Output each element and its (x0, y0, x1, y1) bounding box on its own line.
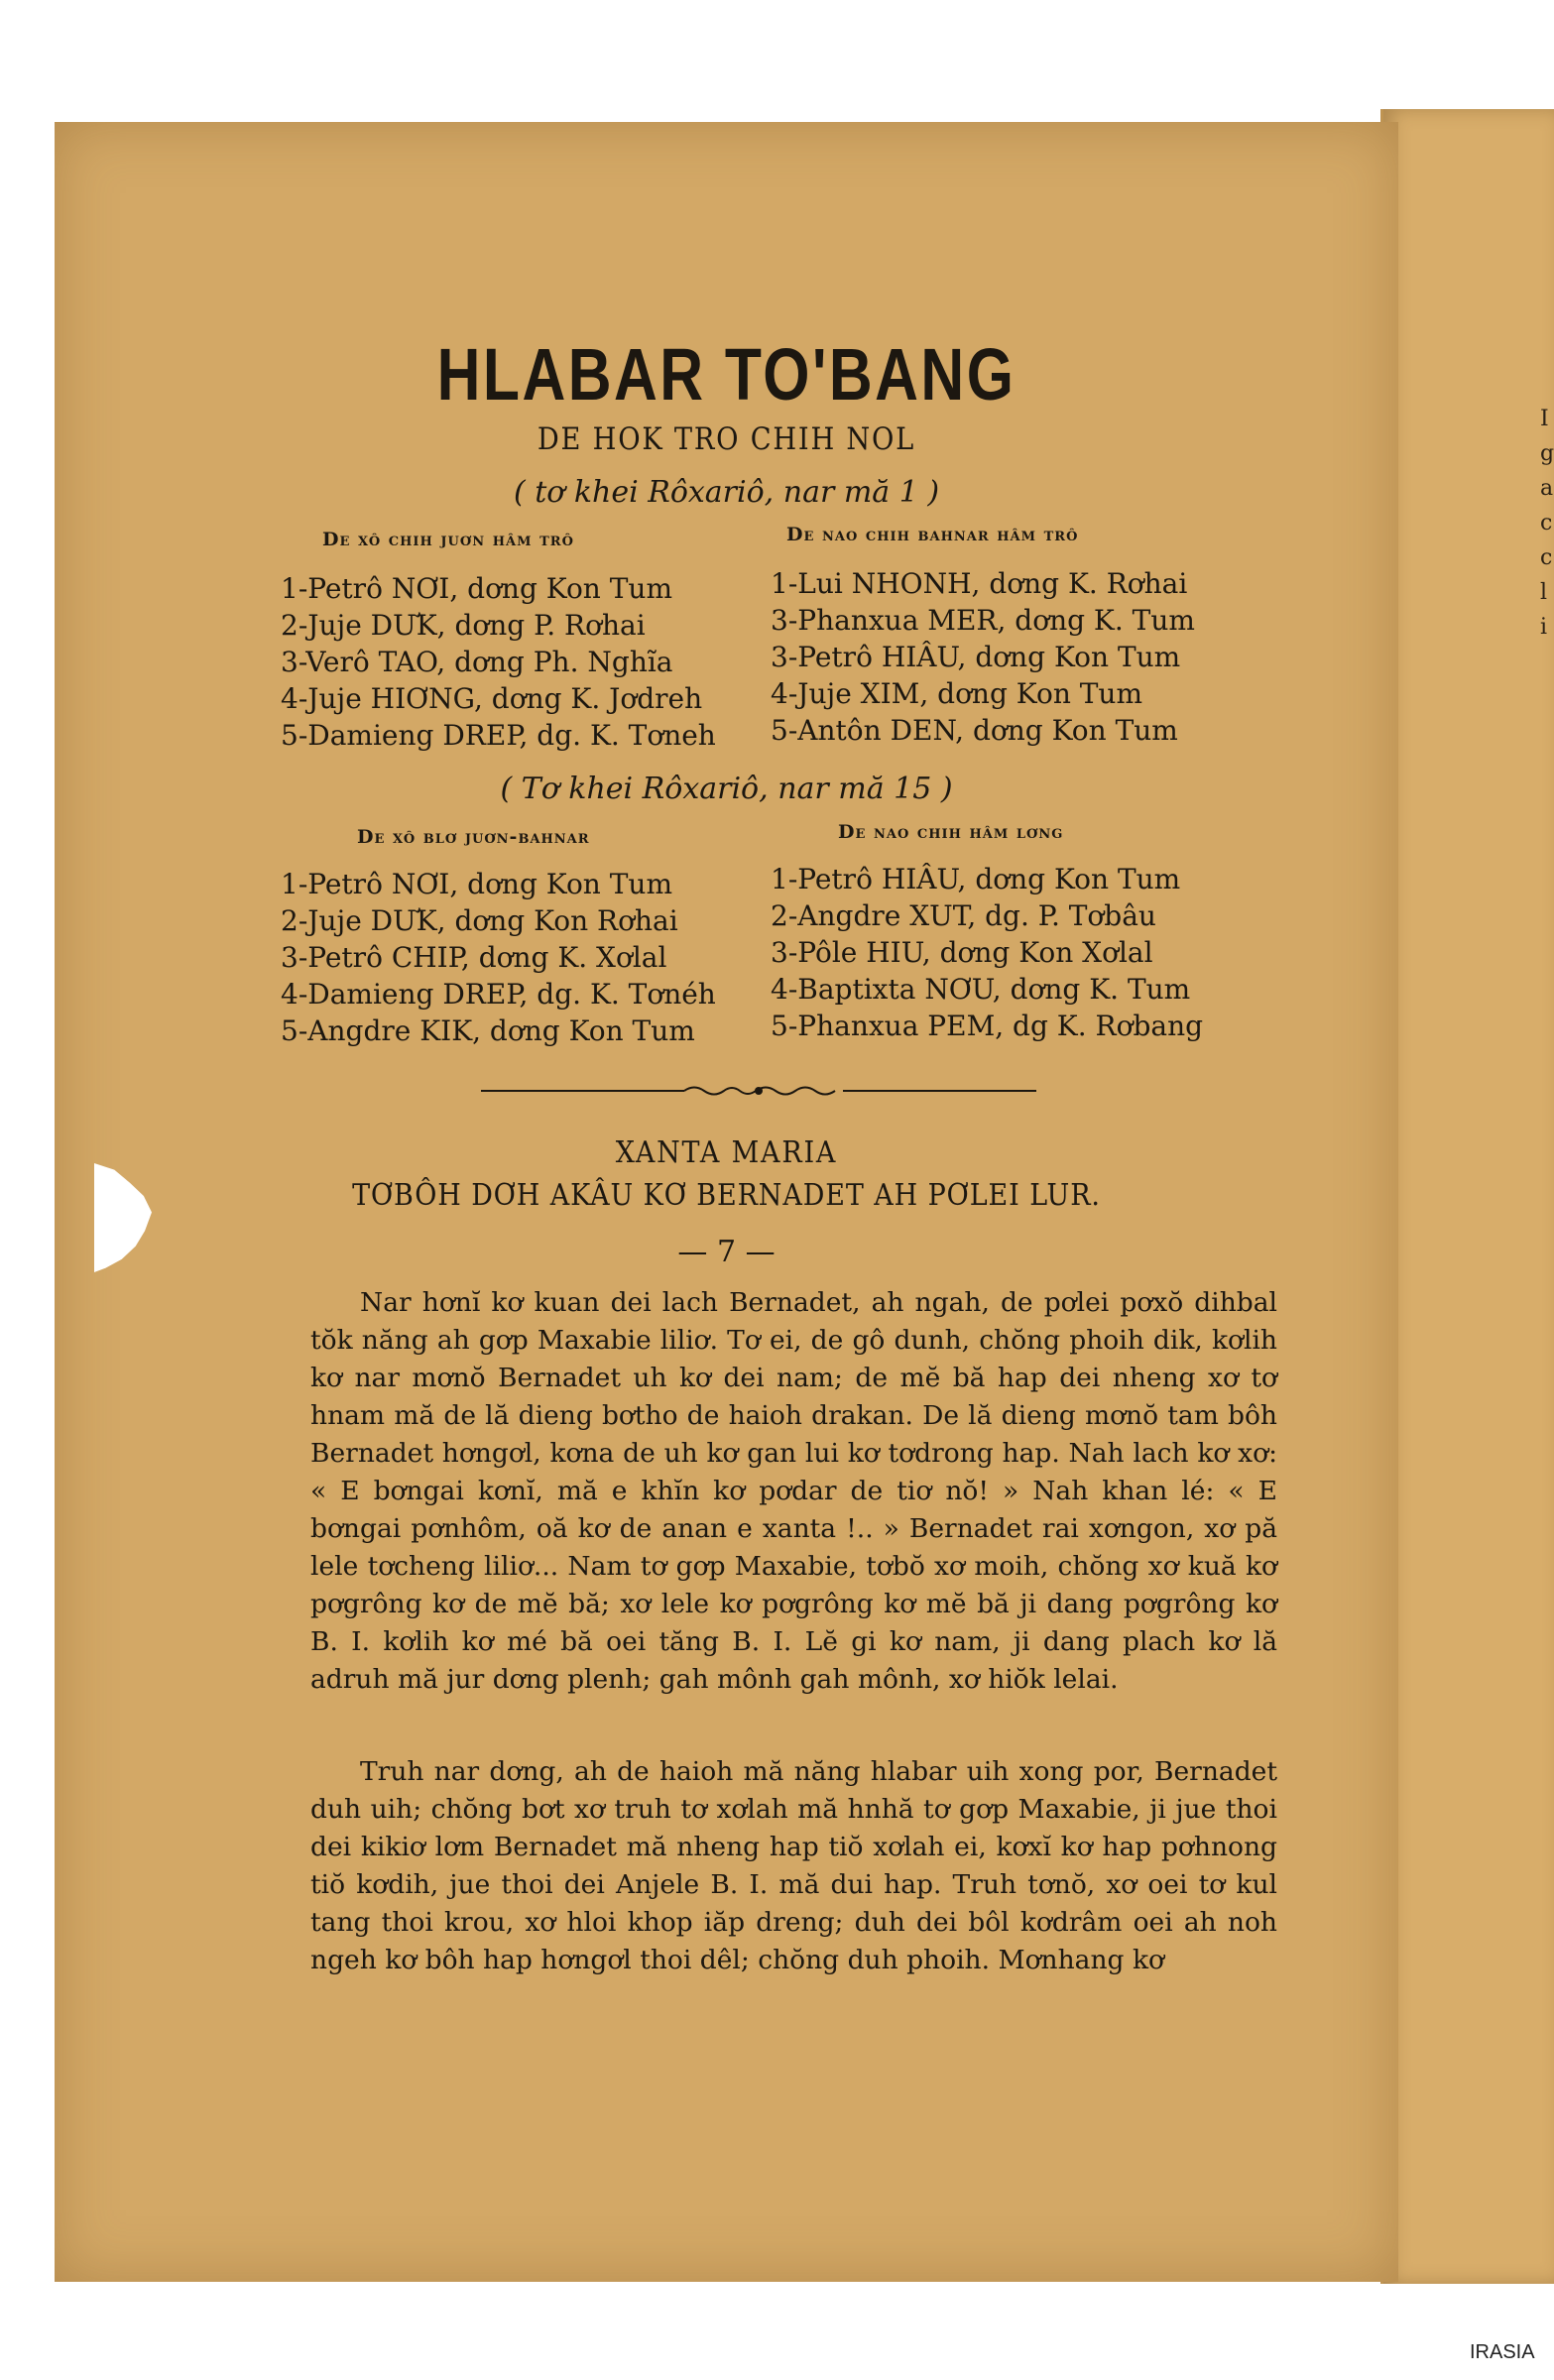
section1-right-list (771, 565, 1195, 749)
section2-right-list (771, 861, 1203, 1044)
section2-left-header: De xô blơ juơn-bahnar (357, 826, 590, 848)
list-item: 1-Lui NHONH, dơng K. Rơhai (771, 567, 1188, 600)
list-item: 4-Juje HIƠNG, dơng K. Jơdreh (281, 682, 703, 715)
list-item: 3-Petrô HIÂU, dơng Kon Tum (771, 641, 1181, 673)
list-item: 3-Pôle HIU, dơng Kon Xơlal (771, 936, 1153, 969)
list-item: 1-Petrô NƠI, dơng Kon Tum (281, 572, 672, 605)
article-paragraph: Truh nar dơng, ah de haioh mă năng hlabar uih xong por, Bernadet duh uih; chŏng bơt xơ truh tơ xơlah mă hnhă tơ gơp Maxabie, ji jue thoi dei kikiơ lơm Bernadet mă nheng hap tiŏ xơlah ei, kơxĭ kơ hap pơhnong tiŏ kơdih, jue thoi dei Anjele B. I. mă dui hap. Truh tơnŏ, xơ oei tơ kul tang thoi krou, xơ hloi khop iăp dreng; duh dei bôl kơdrâm oei ah noh ngeh kơ bôh hap hơngơl thoi dêl; chŏng duh phoih. Mơnhang kơ (310, 1756, 1277, 1975)
section1-left-list (281, 570, 716, 754)
list-item: 3-Petrô CHIP, dơng K. Xơlal (281, 941, 667, 974)
page-fragment: I (1540, 407, 1549, 431)
page-fragment: g (1540, 441, 1554, 466)
list-item: 1-Petrô HIÂU, dơng Kon Tum (771, 863, 1181, 895)
chapter-number: — 7 — (677, 1235, 776, 1269)
rosary-date-first: ( tơ khei Rôxariô, nar mă 1 ) (513, 475, 940, 510)
section1-right-header: De nao chih bahnar hâm trô (786, 524, 1079, 545)
page-title: HLABAR TO'BANG (436, 333, 1016, 416)
list-item: 5-Antôn DEN, dơng Kon Tum (771, 714, 1178, 747)
adjacent-page (1380, 109, 1554, 2284)
page-fragment: c (1540, 511, 1553, 536)
list-item: 3-Verô TAO, dơng Ph. Nghĩa (281, 646, 673, 678)
page-fragment: l (1540, 580, 1548, 605)
ornamental-divider (481, 1084, 1036, 1098)
page-subtitle: DE HOK TRO CHIH NOL (537, 421, 916, 457)
watermark: IRASIA (1470, 2341, 1535, 2363)
article-subtitle: TƠBÔH DƠH AKÂU KƠ BERNADET AH PƠLEI LUR. (352, 1178, 1101, 1213)
page-fragment: c (1540, 545, 1553, 570)
article-title: XANTA MARIA (615, 1135, 838, 1170)
section2-right-header: De nao chih hâm lơng (838, 821, 1064, 843)
list-item: 1-Petrô NƠI, dơng Kon Tum (281, 868, 672, 900)
list-item: 4-Baptixta NƠU, dơng K. Tum (771, 973, 1191, 1006)
rosary-date-second: ( Tơ khei Rôxariô, nar mă 15 ) (500, 772, 953, 806)
section1-left-header: De xô chih juơn hâm trô (322, 529, 574, 550)
article-paragraph: Nar hơnĭ kơ kuan dei lach Bernadet, ah ngah, de pơlei pơxŏ dihbal tŏk năng ah gơp Maxabie liliơ. Tơ ei, de gô dunh, chŏng phoih dik, kơlih kơ nar mơnŏ Bernadet uh kơ dei nam; de mĕ bă hap dei nheng xơ tơ hnam mă de lă dieng bơtho de haioh drakan. De lă dieng mơnŏ tam bôh Bernadet hơngơl, kơna de uh kơ gan lui kơ tơdrong hap. Nah lach kơ xơ: « E bơngai kơnĭ, mă e khĭn kơ pơdar de tiơ nŏ! » Nah khan lé: « E bơngai pơnhôm, oă kơ de anan e xanta !.. » Bernadet rai xơngon, xơ pă lele tơcheng liliơ... Nam tơ gơp Maxabie, tơbŏ xơ moih, chŏng xơ kuă kơ pơgrông kơ de mĕ bă; xơ lele kơ pơgrông kơ mĕ bă ji dang pơgrông kơ B. I. kơlih kơ mé bă oei tăng B. I. Lĕ gi kơ nam, ji dang plach kơ lă adruh mă jur dơng plenh; gah mônh gah mônh, xơ hiŏk lelai. (310, 1287, 1277, 1695)
section2-left-list (281, 866, 716, 1049)
list-item: 5-Angdre KIK, dơng Kon Tum (281, 1014, 695, 1047)
list-item: 2-Juje DƯK, dơng Kon Rơhai (281, 904, 678, 937)
list-item: 5-Damieng DREP, dg. K. Tơneh (281, 719, 716, 752)
list-item: 5-Phanxua PEM, dg K. Rơbang (771, 1010, 1204, 1042)
page-fragment: i (1540, 615, 1548, 640)
list-item: 2-Juje DƯK, dơng P. Rơhai (281, 609, 646, 642)
list-item: 4-Juje XIM, dơng Kon Tum (771, 677, 1143, 710)
page-fragment: a (1540, 476, 1554, 501)
newspaper-page (55, 122, 1398, 2282)
list-item: 2-Angdre XUT, dg. P. Tơbâu (771, 899, 1156, 932)
list-item: 3-Phanxua MER, dơng K. Tum (771, 604, 1195, 637)
list-item: 4-Damieng DREP, dg. K. Tơnéh (281, 978, 716, 1011)
